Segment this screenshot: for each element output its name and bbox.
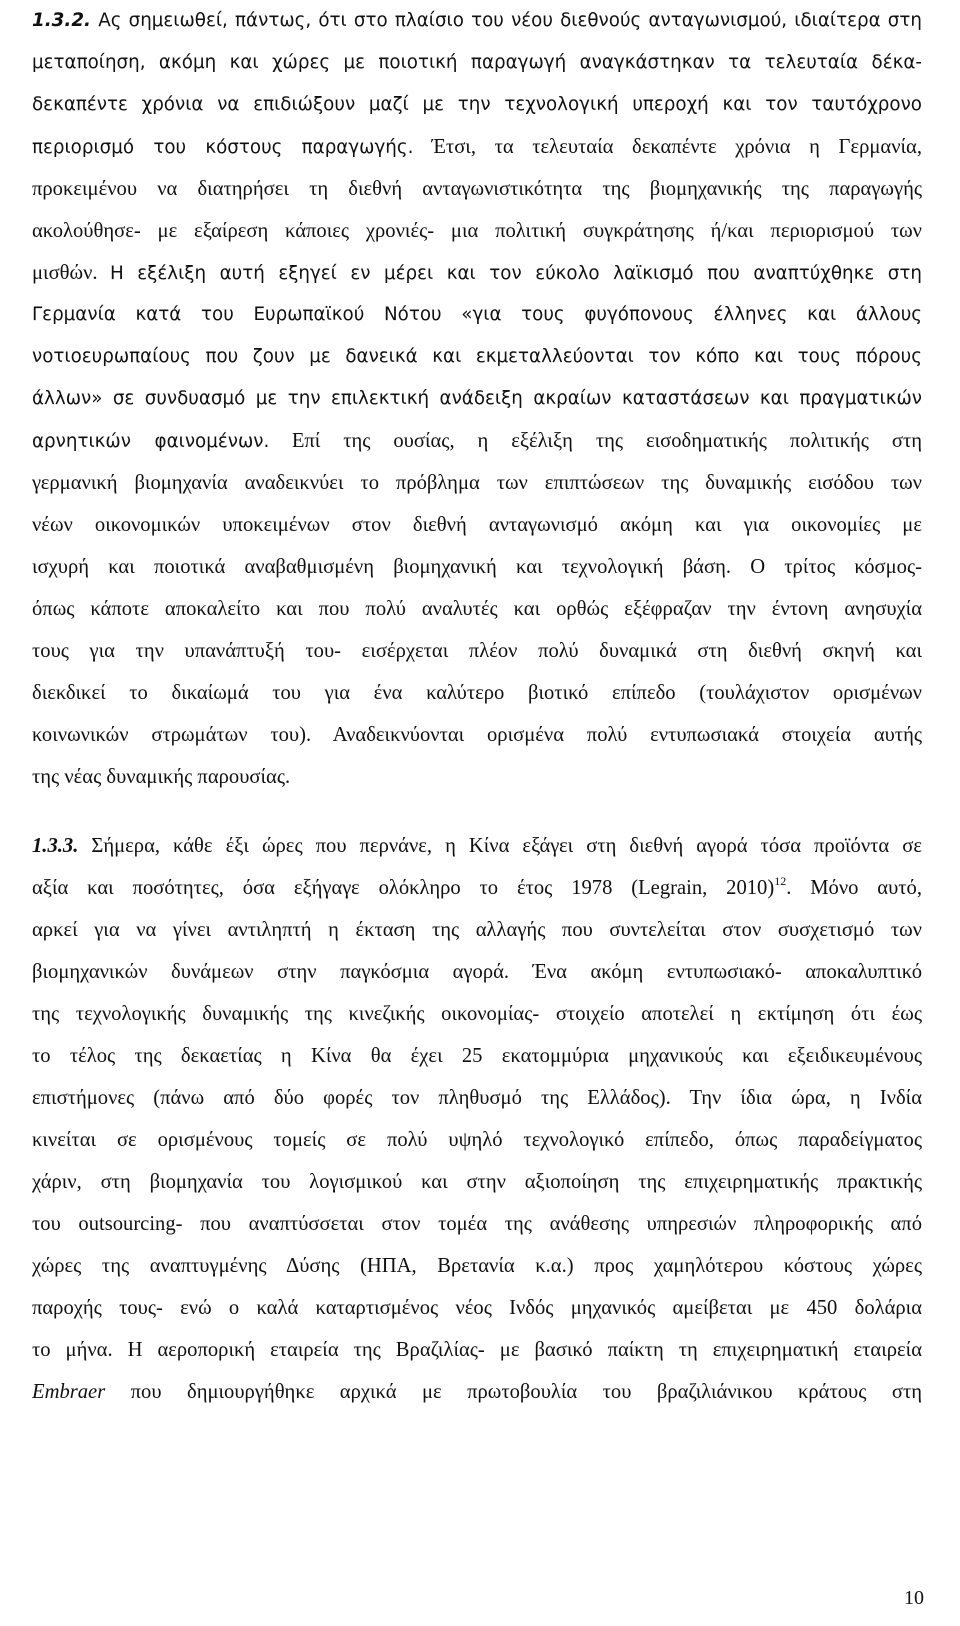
section-number: 1.3.2. [32,10,91,31]
text-line: προκειμένου να διατηρήσει τη διεθνή ανταγωνιστικότητα της βιομηχανικής της παραγωγής [32,178,922,200]
text-line: βιομηχανικών δυνάμεων στην παγκόσμια αγορά. Ένα ακόμη εντυπωσιακό- αποκαλυπτικό [32,961,922,983]
text-line: παροχής τους- ενώ ο καλά καταρτισμένος νέος Ινδός μηχανικός αμείβεται με 450 δολάρια [32,1297,922,1319]
text-line: το τέλος της δεκαετίας η Κίνα θα έχει 25 εκατομμύρια μηχανικούς και εξειδικευμένους [32,1045,922,1067]
text-line: ισχυρή και ποιοτικά αναβαθμισμένη βιομηχανική και τεχνολογική βάση. Ο τρίτος κόσμος- [32,556,922,578]
text-line: όπως κάποτε αποκαλείτο και που πολύ αναλυτές και ορθώς εξέφραζαν την έντονη ανησυχία [32,598,922,620]
company-name: Embraer [32,1381,106,1403]
text-line: κοινωνικών στρωμάτων του). Αναδεικνύονται ορισμένα πολύ εντυπωσιακά στοιχεία αυτής [32,724,922,746]
text-line: κινείται σε ορισμένους τομείς σε πολύ υψηλό τεχνολογικό επίπεδο, όπως παραδείγματος [32,1129,922,1151]
text-line: διεκδικεί το δικαίωμά του για ένα καλύτερο βιοτικό επίπεδο (τουλάχιστον ορισμένων [32,682,922,704]
text-line: αρκεί για να γίνει αντιληπτή η έκταση της αλλαγής που συντελείται στον συσχετισμό των [32,919,922,941]
text-line: μεταποίηση, ακόμη και χώρες με ποιοτική παραγωγή αναγκάστηκαν τα τελευταία δέκα- [32,52,922,73]
text-line: δεκαπέντε χρόνια να επιδιώξουν μαζί με την τεχνολογική υπεροχή και τον ταυτόχρονο [32,94,922,115]
text-line: ακολούθησε- με εξαίρεση κάποιες χρονιές- μια πολιτική συγκράτησης ή/και περιορισμού των [32,220,922,242]
text-line: της τεχνολογικής δυναμικής της κινεζικής οικονομίας- στοιχείο αποτελεί η εκτίμηση ότι έως [32,1003,922,1025]
text-line: του outsourcing- που αναπτύσσεται στον τομέα της ανάθεσης υπηρεσιών πληροφορικής από [32,1213,922,1235]
text-line: άλλων» σε συνδυασμό με την επιλεκτική ανάδειξη ακραίων καταστάσεων και πραγματικών [32,388,922,409]
text-line: της νέας δυναμικής παρουσίας. [32,766,291,788]
text-line: 1.3.2. Ας σημειωθεί, πάντως, ότι στο πλαίσιο του νέου διεθνούς ανταγωνισμού, ιδιαίτερα στη [32,10,922,31]
text-line: αξία και ποσότητες, όσα εξήγαγε ολόκληρο το έτος 1978 (Legrain, 2010)$^{12}$. Μόνο αυτό, [32,874,922,899]
text-line: επιστήμονες (πάνω από δύο φορές τον πληθυσμό της Ελλάδος). Την ίδια ώρα, η Ινδία [32,1087,922,1109]
text-line: Embraer που δημιουργήθηκε αρχικά με πρωτοβουλία του βραζιλιάνικου κράτους στη [32,1381,922,1403]
footnote-ref: 12 [774,874,787,888]
text-line: νέων οικονομικών υποκειμένων στον διεθνή ανταγωνισμό ακόμη και για οικονομίες με [32,514,922,536]
section-number: 1.3.3. [32,835,79,857]
text-line: Γερμανία κατά του Ευρωπαϊκού Νότου «για τους φυγόπονους έλληνες και άλλους [32,304,922,325]
text-line: νοτιοευρωπαίους που ζουν με δανεικά και εκμεταλλεύονται τον κόπο και τους πόρους [32,346,922,367]
text-line: μισθών. Η εξέλιξη αυτή εξηγεί εν μέρει και τον εύκολο λαϊκισμό που αναπτύχθηκε στη [32,262,922,284]
text-line: το μήνα. Η αεροπορική εταιρεία της Βραζιλίας- με βασικό παίκτη τη επιχειρηματική εταιρεία [32,1339,922,1361]
text-line: χώρες της αναπτυγμένης Δύσης (ΗΠΑ, Βρετανία κ.α.) προς χαμηλότερου κόστους χώρες [32,1255,922,1277]
paragraph-1-3-3 [32,825,922,1413]
text-line: 1.3.3. Σήμερα, κάθε έξι ώρες που περνάνε, η Κίνα εξάγει στη διεθνή αγορά τόσα προϊόντα σε [32,835,922,857]
page-number: 10 [904,1587,924,1609]
text-line: τους για την υπανάπτυξή του- εισέρχεται πλέον πολύ δυναμικά στη διεθνή σκηνή και [32,640,922,662]
paragraph-1-3-2 [32,0,922,798]
text-line: χάριν, στη βιομηχανία του λογισμικού και στην αξιοποίηση της επιχειρηματικής πρακτικής [32,1171,922,1193]
text-line: γερμανική βιομηχανία αναδεικνύει το πρόβλημα των επιπτώσεων της δυναμικής εισόδου των [32,472,922,494]
text-line: περιορισμό του κόστους παραγωγής. Έτσι, τα τελευταία δεκαπέντε χρόνια η Γερμανία, [32,136,922,158]
text-line: αρνητικών φαινομένων. Επί της ουσίας, η εξέλιξη της εισοδηματικής πολιτικής στη [32,430,922,452]
